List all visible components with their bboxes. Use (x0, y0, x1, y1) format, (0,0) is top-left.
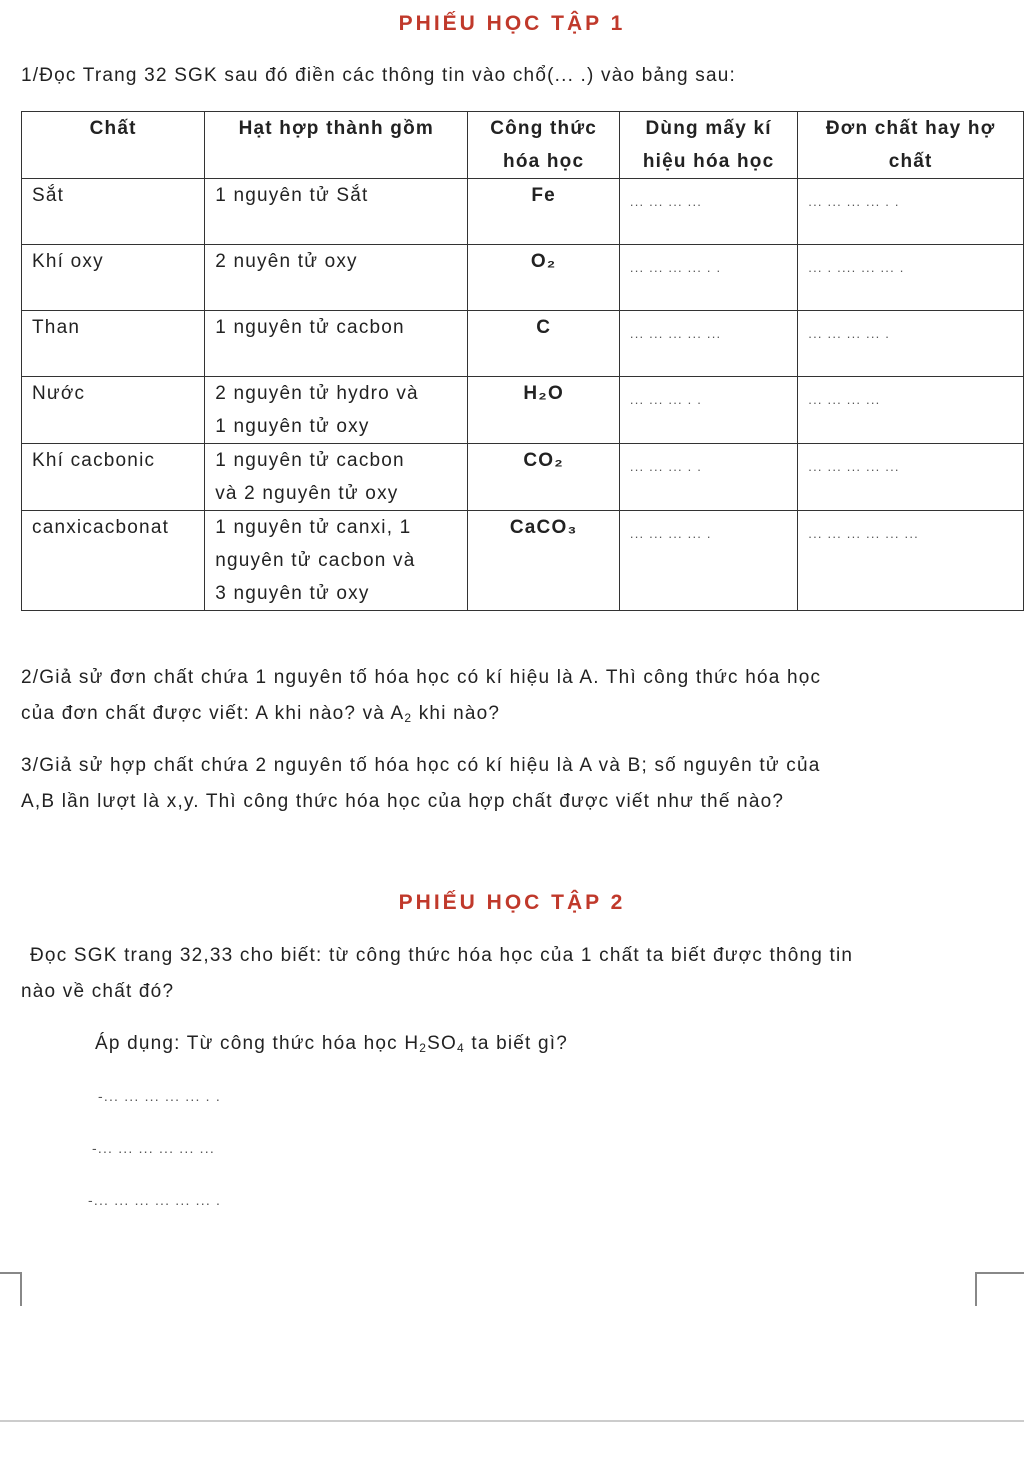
sheet2-line-2: nào về chất đó? (21, 981, 175, 1002)
page-corner-left (0, 1272, 22, 1306)
cell-particles: 1 nguyên tử cacbon (205, 311, 468, 377)
header-particles: Hạt hợp thành gồm (205, 112, 468, 179)
cell-symbols-blank[interactable]: ... ... ... . . (619, 444, 797, 511)
header-type: Đơn chất hay hợ chất (798, 112, 1024, 179)
cell-type-blank[interactable]: ... ... ... ... . (798, 311, 1024, 377)
cell-type-blank[interactable]: ... ... ... ... (798, 377, 1024, 444)
cell-symbols-blank[interactable]: ... ... ... . . (619, 377, 797, 444)
cell-substance: Khí cacbonic (22, 444, 205, 511)
question-3-line-1: 3/Giả sử hợp chất chứa 2 nguyên tố hóa học có kí hiệu là A và B; số nguyên tử của (21, 755, 821, 776)
cell-particles: 1 nguyên tử cacbon và 2 nguyên tử oxy (205, 444, 468, 511)
cell-formula: CO₂ (468, 444, 620, 511)
cell-type-blank[interactable]: ... ... ... ... . . (798, 179, 1024, 245)
info-table (21, 111, 1024, 611)
answer-line-2[interactable]: -... ... ... ... ... ... (92, 1140, 215, 1156)
page-bottom-divider (0, 1420, 1024, 1422)
cell-particles: 1 nguyên tử canxi, 1 nguyên tử cacbon và 3 nguyên tử oxy (205, 511, 468, 611)
cell-particles: 2 nguyên tử hydro và 1 nguyên tử oxy (205, 377, 468, 444)
cell-symbols-blank[interactable]: ... ... ... ... . . (619, 245, 797, 311)
cell-formula: H₂O (468, 377, 620, 444)
cell-type-blank[interactable]: ... ... ... ... ... (798, 444, 1024, 511)
cell-formula: CaCO₃ (468, 511, 620, 611)
apply-question: Áp dụng: Từ công thức hóa học $H_2SO_4$ ta biết gì? (95, 1033, 568, 1055)
sheet2-title: PHIẾU HỌC TẬP 2 (398, 891, 626, 914)
table-row (22, 311, 1024, 377)
question-2-line-2: của đơn chất được viết: A khi nào? và $A_2$ khi nào? (21, 703, 501, 725)
sheet1-instruction: 1/Đọc Trang 32 SGK sau đó điền các thông tin vào chổ(... .) vào bảng sau: (21, 65, 736, 86)
cell-symbols-blank[interactable]: ... ... ... ... . (619, 511, 797, 611)
page-corner-right (975, 1272, 1024, 1306)
cell-substance: Sắt (22, 179, 205, 245)
cell-particles: 2 nuyên tử oxy (205, 245, 468, 311)
answer-line-3[interactable]: -... ... ... ... ... ... . (88, 1192, 222, 1208)
cell-symbols-blank[interactable]: ... ... ... ... (619, 179, 797, 245)
table-row (22, 444, 1024, 511)
sheet1-title: PHIẾU HỌC TẬP 1 (398, 12, 626, 35)
cell-particles: 1 nguyên tử Sắt (205, 179, 468, 245)
header-formula: Công thức hóa học (468, 112, 620, 179)
answer-line-1[interactable]: -... ... ... ... ... . . (98, 1088, 221, 1104)
cell-substance: canxicacbonat (22, 511, 205, 611)
header-substance: Chất (22, 112, 205, 179)
table-row (22, 179, 1024, 245)
cell-substance: Khí oxy (22, 245, 205, 311)
question-2-line-1: 2/Giả sử đơn chất chứa 1 nguyên tố hóa học có kí hiệu là A. Thì công thức hóa học (21, 667, 822, 688)
table-row (22, 245, 1024, 311)
cell-type-blank[interactable]: ... . .... ... ... . (798, 245, 1024, 311)
cell-formula: O₂ (468, 245, 620, 311)
cell-formula: C (468, 311, 620, 377)
question-3-line-2: A,B lần lượt là x,y. Thì công thức hóa học của hợp chất được viết như thế nào? (21, 791, 785, 812)
cell-formula: Fe (468, 179, 620, 245)
table-header-row (22, 112, 1024, 179)
sheet2-line-1: Đọc SGK trang 32,33 cho biết: từ công thức hóa học của 1 chất ta biết được thông tin (30, 945, 854, 966)
cell-symbols-blank[interactable]: ... ... ... ... ... (619, 311, 797, 377)
header-symbols: Dùng mấy kí hiệu hóa học (619, 112, 797, 179)
cell-type-blank[interactable]: ... ... ... ... ... ... (798, 511, 1024, 611)
cell-substance: Nước (22, 377, 205, 444)
cell-substance: Than (22, 311, 205, 377)
table-row (22, 377, 1024, 444)
table-row (22, 511, 1024, 611)
